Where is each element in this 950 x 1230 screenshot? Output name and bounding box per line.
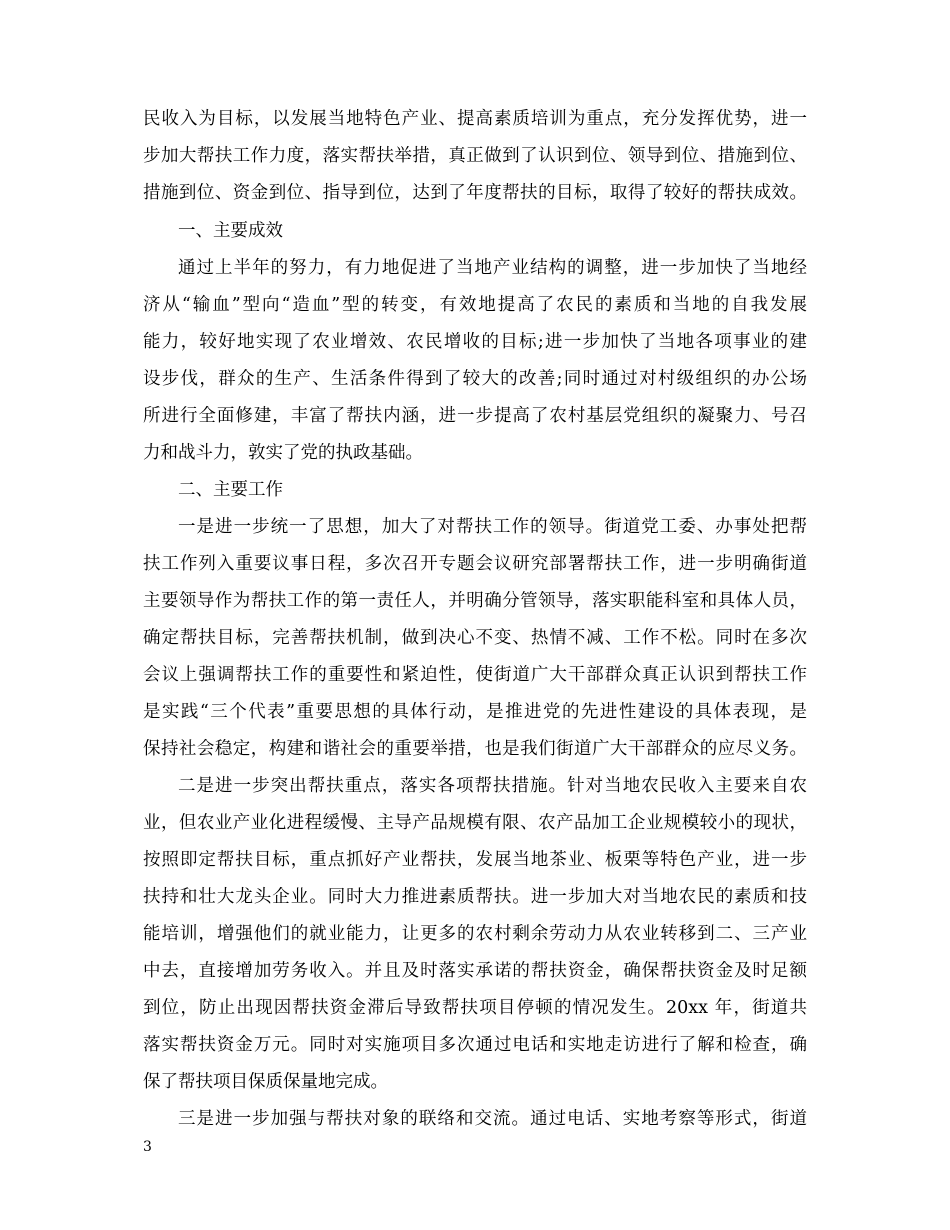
text-line: 设步伐，群众的生产、生活条件得到了较大的改善;同时通过对村级组织的办公场 [143, 369, 807, 389]
text-line: 保持社会稳定，构建和谐社会的重要举措，也是我们街道广大干部群众的应尽义务。 [143, 739, 807, 759]
text-line: 扶工作列入重要议事日程，多次召开专题会议研究部署帮扶工作，进一步明确街道 [143, 554, 807, 574]
text-line: 扶持和壮大龙头企业。同时大力推进素质帮扶。进一步加大对当地农民的素质和技 [143, 887, 807, 907]
text-line: 济从“输血”型向“造血”型的转变，有效地提高了农民的素质和当地的自我发展 [143, 295, 807, 315]
text-line: 按照即定帮扶目标，重点抓好产业帮扶，发展当地茶业、板栗等特色产业，进一步 [143, 850, 807, 870]
text-line: 所进行全面修建，丰富了帮扶内涵，进一步提高了农村基层党组织的凝聚力、号召 [143, 406, 807, 426]
text-line: 业，但农业产业化进程缓慢、主导产品规模有限、农产品加工企业规模较小的现状， [143, 813, 807, 833]
text-line: 一、主要成效 [178, 221, 283, 241]
text-line: 能培训，增强他们的就业能力，让更多的农村剩余劳动力从农业转移到二、三产业 [143, 924, 807, 944]
text-line: 措施到位、资金到位、指导到位，达到了年度帮扶的目标，取得了较好的帮扶成效。 [143, 183, 807, 203]
text-line: 到位，防止出现因帮扶资金滞后导致帮扶项目停顿的情况发生。20xx 年，街道共 [143, 998, 807, 1018]
text-line: 通过上半年的努力，有力地促进了当地产业结构的调整，进一步加快了当地经 [178, 258, 807, 278]
text-line: 是实践“三个代表”重要思想的具体行动，是推进党的先进性建设的具体表现，是 [143, 702, 807, 722]
text-line: 民收入为目标，以发展当地特色产业、提高素质培训为重点，充分发挥优势，进一 [143, 109, 807, 129]
text-line: 一是进一步统一了思想，加大了对帮扶工作的领导。街道党工委、办事处把帮 [178, 517, 807, 537]
text-line: 二是进一步突出帮扶重点，落实各项帮扶措施。针对当地农民收入主要来自农 [178, 776, 807, 796]
text-line: 会议上强调帮扶工作的重要性和紧迫性，使街道广大干部群众真正认识到帮扶工作 [143, 665, 807, 685]
text-line: 力和战斗力，敦实了党的执政基础。 [143, 443, 423, 463]
text-line: 步加大帮扶工作力度，落实帮扶举措，真正做到了认识到位、领导到位、措施到位、 [143, 146, 807, 166]
text-line: 确定帮扶目标，完善帮扶机制，做到决心不变、热情不减、工作不松。同时在多次 [143, 628, 807, 648]
text-line: 能力，较好地实现了农业增效、农民增收的目标;进一步加快了当地各项事业的建 [143, 332, 807, 352]
page-number: 3 [143, 1139, 152, 1155]
text-line: 落实帮扶资金万元。同时对实施项目多次通过电话和实地走访进行了解和检查，确 [143, 1035, 807, 1055]
text-line: 保了帮扶项目保质保量地完成。 [143, 1072, 388, 1092]
text-line: 二、主要工作 [178, 480, 283, 500]
text-line: 主要领导作为帮扶工作的第一责任人，并明确分管领导，落实职能科室和具体人员， [143, 591, 807, 611]
text-line: 三是进一步加强与帮扶对象的联络和交流。通过电话、实地考察等形式，街道 [178, 1109, 807, 1129]
text-line: 中去，直接增加劳务收入。并且及时落实承诺的帮扶资金，确保帮扶资金及时足额 [143, 961, 807, 981]
